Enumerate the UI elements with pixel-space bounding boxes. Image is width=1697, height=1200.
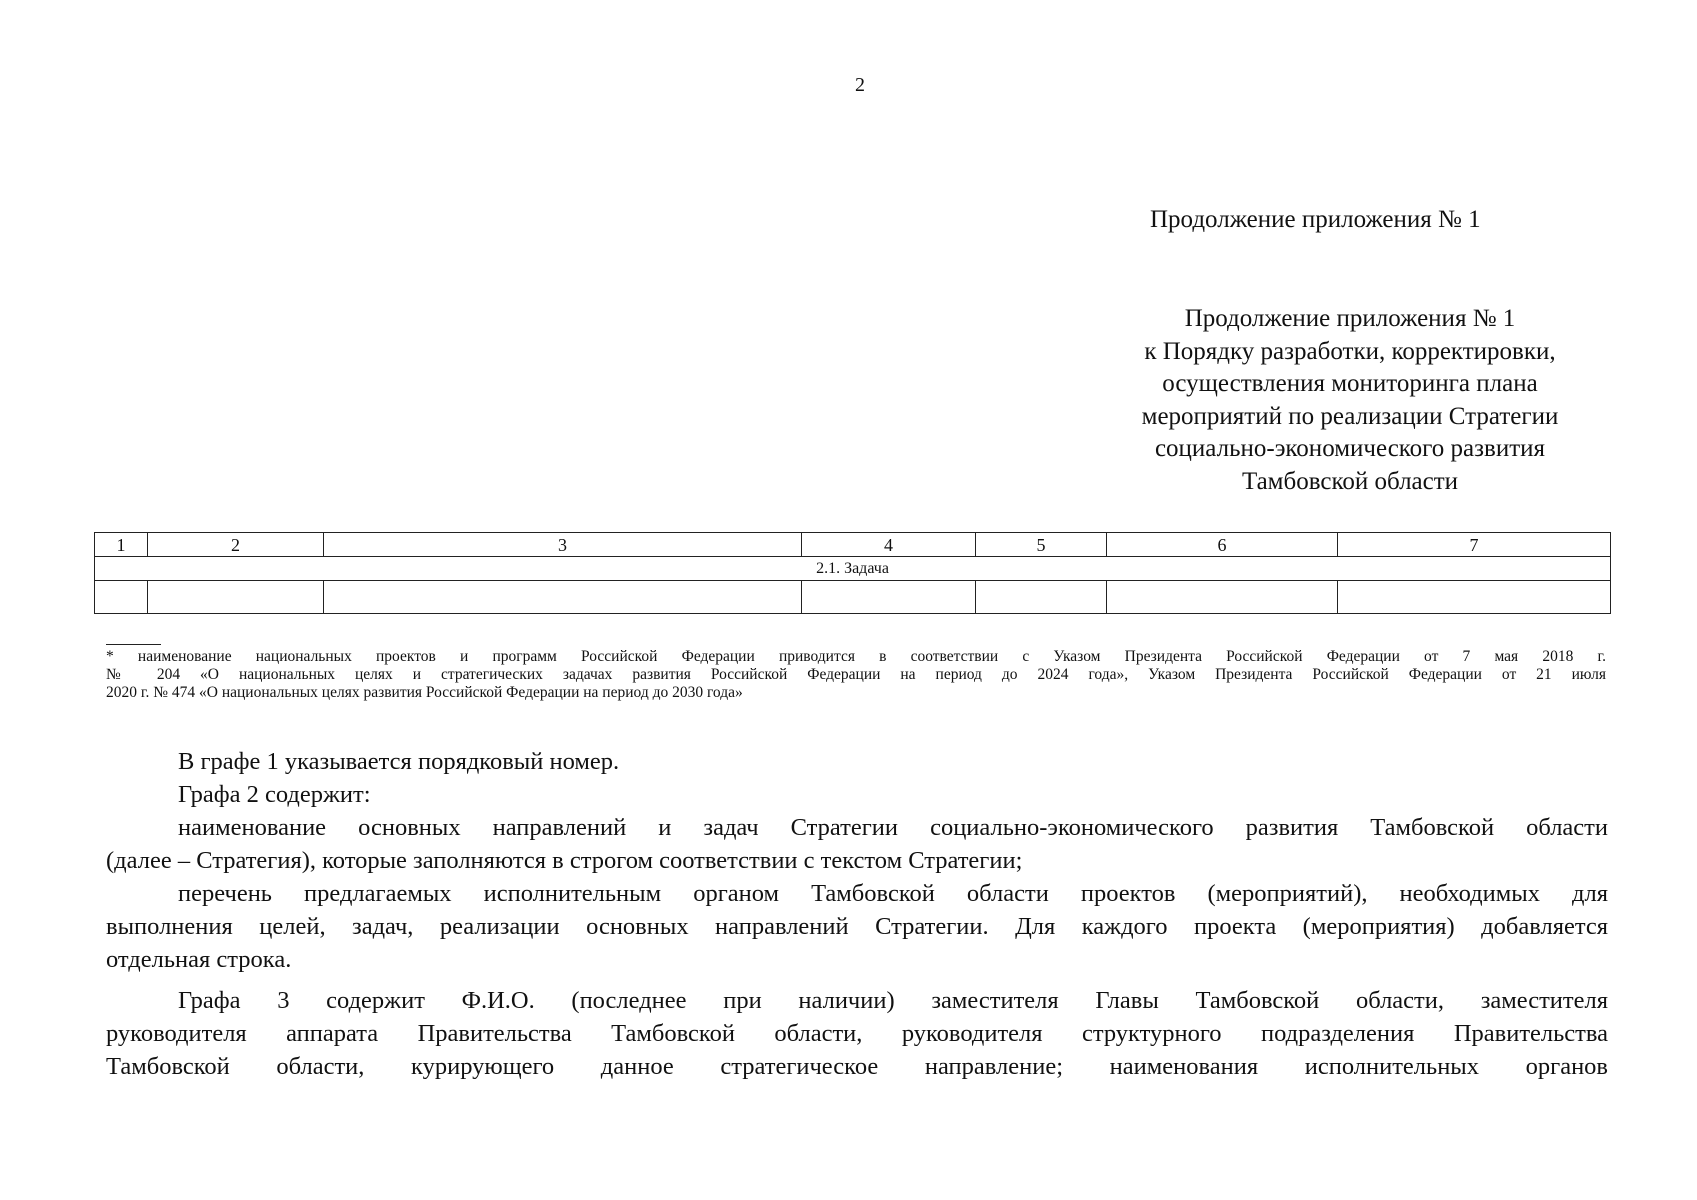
annex-line: мероприятий по реализации Стратегии — [1141, 402, 1559, 430]
task-label: 2.1. Задача — [95, 557, 1611, 581]
plan-table — [94, 532, 1611, 614]
footnote-line: * наименование национальных проектов и программ Российской Федерации приводится в соответствии с Указом Президента Российской Федерации от 7 мая 2018 г. — [106, 648, 1606, 665]
annex-line: осуществления мониторинга плана — [1162, 370, 1538, 397]
table-cell — [1338, 581, 1611, 614]
body-line: отдельная строка. — [106, 946, 292, 973]
table-row — [95, 581, 1611, 614]
continuation-heading: Продолжение приложения № 1 — [1150, 206, 1481, 233]
table-cell — [324, 581, 802, 614]
body-line: Графа 3 содержит Ф.И.О. (последнее при наличии) заместителя Главы Тамбовской области, заместителя — [178, 987, 1608, 1014]
body-line: руководителя аппарата Правительства Тамбовской области, руководителя структурного подразделения Правительства — [106, 1020, 1608, 1047]
table-cell — [1107, 581, 1338, 614]
body-line: (далее – Стратегия), которые заполняются в строгом соответствии с текстом Стратегии; — [106, 847, 1023, 874]
task-row — [95, 557, 1611, 581]
footnote — [106, 648, 1606, 702]
paragraph-gap — [106, 976, 1608, 984]
footnote-separator — [106, 644, 161, 645]
column-number-4: 4 — [802, 533, 976, 557]
annex-line: Тамбовской области — [1241, 467, 1459, 495]
table-cell — [95, 581, 148, 614]
annex-line: социально-экономического развития — [1154, 435, 1546, 462]
column-number-3: 3 — [324, 533, 802, 557]
annex-line: к Порядку разработки, корректировки, — [1144, 337, 1556, 365]
body-line: перечень предлагаемых исполнительным органом Тамбовской области проектов (мероприятий), необходимых для — [178, 880, 1608, 907]
page-number: 2 — [855, 74, 865, 96]
table-cell — [976, 581, 1107, 614]
table-header-row — [95, 533, 1611, 557]
body-line: Тамбовской области, курирующего данное стратегическое направление; наименования исполнительных органов — [106, 1053, 1608, 1080]
column-number-1: 1 — [95, 533, 148, 557]
table-cell — [148, 581, 324, 614]
body-line: Графа 2 содержит: — [178, 781, 371, 808]
body-line: В графе 1 указывается порядковый номер. — [178, 748, 620, 775]
body-line: выполнения целей, задач, реализации основных направлений Стратегии. Для каждого проекта (мероприятия) добавляется — [106, 913, 1608, 940]
body-line: наименование основных направлений и задач Стратегии социально-экономического развития Тамбовской области — [178, 814, 1608, 841]
footnote-line: № 204 «О национальных целях и стратегических задачах развития Российской Федерации на период до 2024 года», Указом Президента Российской Федерации от 21 июля — [106, 666, 1606, 683]
column-number-6: 6 — [1107, 533, 1338, 557]
annex-reference — [1070, 303, 1630, 498]
column-number-7: 7 — [1338, 533, 1611, 557]
annex-line: Продолжение приложения № 1 — [1184, 305, 1516, 332]
column-number-5: 5 — [976, 533, 1107, 557]
body-text — [106, 745, 1608, 1083]
footnote-line: 2020 г. № 474 «О национальных целях развития Российской Федерации на период до 2030 года» — [106, 684, 743, 701]
table-cell — [802, 581, 976, 614]
column-number-2: 2 — [148, 533, 324, 557]
